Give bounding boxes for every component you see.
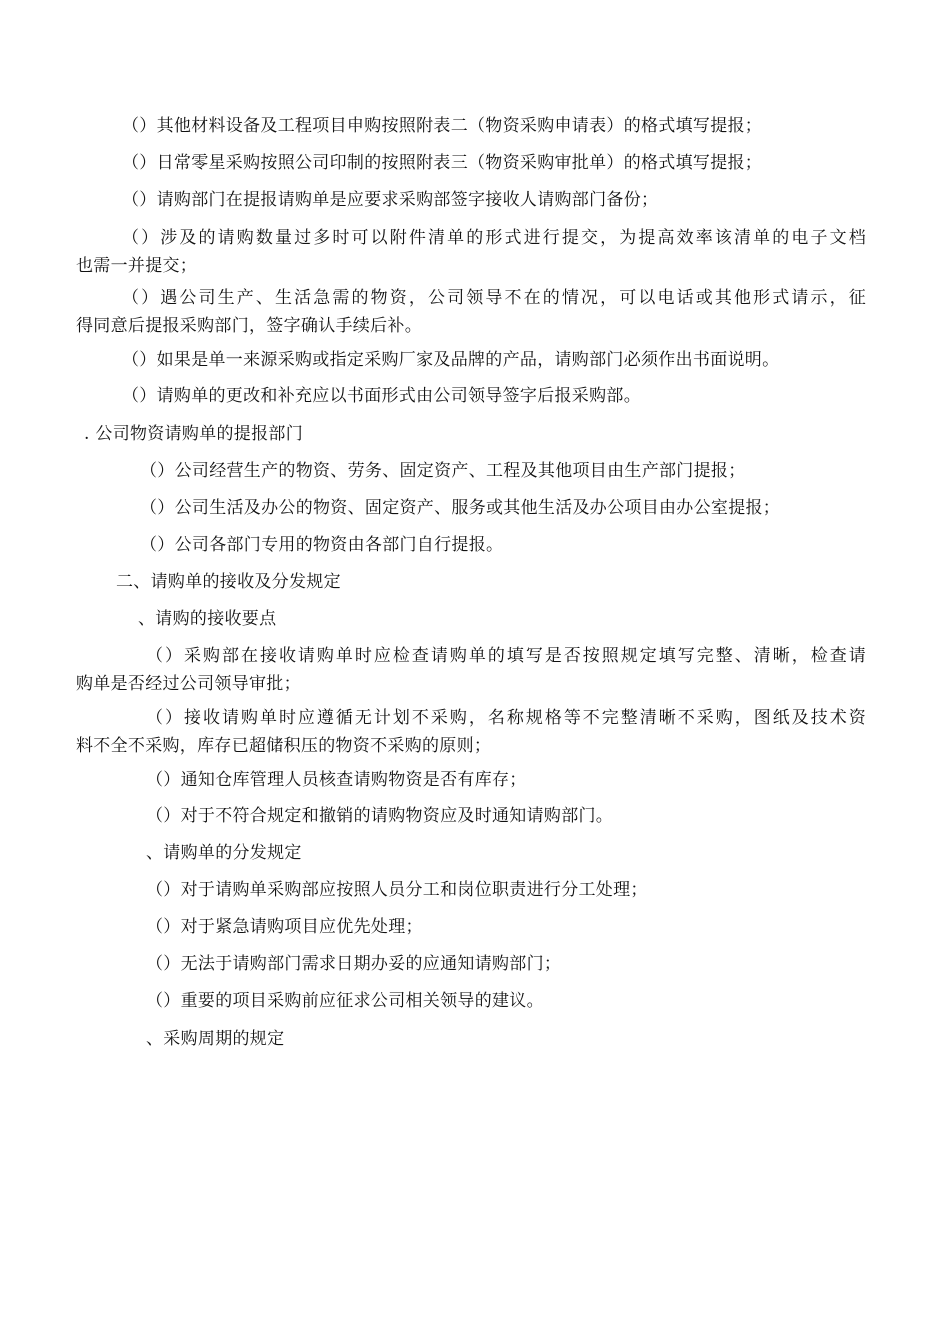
paragraph-line: 也需一并提交； xyxy=(76,256,198,276)
paragraph-line: （）采购部在接收请购单时应检查请购单的填写是否按照规定填写完整、清晰，检查请 xyxy=(146,646,866,666)
paragraph-urgent-priority: （）对于紧急请购项目应优先处理； xyxy=(146,917,423,937)
paragraph-line: （）接收请购单时应遵循无计划不采购，名称规格等不完整清晰不采购，图纸及技术资 xyxy=(146,708,866,728)
paragraph-division-of-labor: （）对于请购单采购部应按照人员分工和岗位职责进行分工处理； xyxy=(146,880,648,900)
paragraph-purchase-request-form: （）其他材料设备及工程项目申购按照附表二（物资采购申请表）的格式填写提报； xyxy=(122,116,763,136)
subsection-heading-purchase-cycle: 、采购周期的规定 xyxy=(146,1029,285,1049)
paragraph-notify-department: （）对于不符合规定和撤销的请购物资应及时通知请购部门。 xyxy=(146,806,614,826)
paragraph-line: 料不全不采购，库存已超储积压的物资不采购的原则； xyxy=(76,736,492,756)
paragraph-urgent-materials xyxy=(76,284,866,340)
paragraph-attachment-list xyxy=(76,224,866,280)
paragraph-single-source: （）如果是单一来源采购或指定采购厂家及品牌的产品，请购部门必须作出书面说明。 xyxy=(122,350,780,370)
paragraph-consult-leaders: （）重要的项目采购前应征求公司相关领导的建议。 xyxy=(146,991,544,1011)
paragraph-line: （）涉及的请购数量过多时可以附件清单的形式进行提交，为提高效率该清单的电子文档 xyxy=(122,228,866,248)
paragraph-production-dept: （）公司经营生产的物资、劳务、固定资产、工程及其他项目由生产部门提报； xyxy=(140,461,746,481)
paragraph-notify-warehouse: （）通知仓库管理人员核查请购物资是否有库存； xyxy=(146,770,527,790)
paragraph-line: （）遇公司生产、生活急需的物资，公司领导不在的情况，可以电话或其他形式请示，征 xyxy=(122,288,866,308)
subsection-heading-receipt-points: 、请购的接收要点 xyxy=(138,609,277,629)
paragraph-line: 购单是否经过公司领导审批； xyxy=(76,674,301,694)
paragraph-no-plan-no-purchase xyxy=(76,704,866,760)
paragraph-cannot-meet-date: （）无法于请购部门需求日期办妥的应通知请购部门； xyxy=(146,954,562,974)
paragraph-check-request xyxy=(76,642,866,698)
paragraph-daily-purchase-approval: （）日常零星采购按照公司印制的按照附表三（物资采购审批单）的格式填写提报； xyxy=(122,153,763,173)
paragraph-department-specific: （）公司各部门专用的物资由各部门自行提报。 xyxy=(140,535,504,555)
paragraph-line: 得同意后提报采购部门，签字确认手续后补。 xyxy=(76,316,422,336)
section-heading-submitting-departments: . 公司物资请购单的提报部门 xyxy=(84,424,304,444)
section-heading-receipt-distribution: 二、请购单的接收及分发规定 xyxy=(116,572,341,592)
paragraph-changes-supplements: （）请购单的更改和补充应以书面形式由公司领导签字后报采购部。 xyxy=(122,386,641,406)
subsection-heading-distribution: 、请购单的分发规定 xyxy=(146,843,302,863)
paragraph-signature-receipt: （）请购部门在提报请购单是应要求采购部签字接收人请购部门备份； xyxy=(122,190,659,210)
paragraph-office-dept: （）公司生活及办公的物资、固定资产、服务或其他生活及办公项目由办公室提报； xyxy=(140,498,781,518)
